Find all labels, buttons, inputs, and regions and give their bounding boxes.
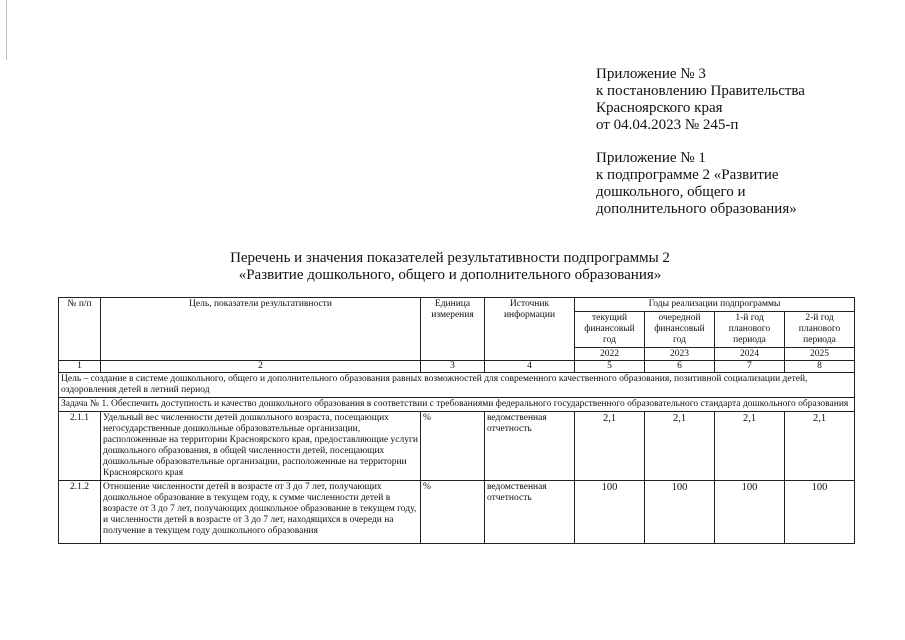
period-label: 1-й год планового периода bbox=[728, 313, 771, 345]
row-value: 2,1 bbox=[645, 412, 715, 481]
row-source: ведомственная отчетность bbox=[485, 481, 575, 544]
period-label: текущий финансовый год bbox=[584, 313, 635, 345]
column-number: 5 bbox=[575, 361, 645, 373]
column-number: 2 bbox=[101, 361, 421, 373]
row-num: 2.1.1 bbox=[59, 412, 101, 481]
row-unit: % bbox=[421, 412, 485, 481]
header-years-group: Годы реализации подпрограммы bbox=[575, 298, 855, 312]
task-text: Задача № 1. Обеспечить доступность и качество дошкольного образования в соответствии с требованиями федерального государственного образовательного стандарта дошкольного образования bbox=[59, 398, 855, 412]
header-num: № п/п bbox=[59, 298, 101, 361]
row-value: 2,1 bbox=[715, 412, 785, 481]
row-value: 2,1 bbox=[785, 412, 855, 481]
goal-row bbox=[59, 373, 855, 398]
period-label: 2-й год планового периода bbox=[798, 313, 841, 345]
document-title bbox=[120, 250, 780, 284]
header-source: Источник информации bbox=[485, 298, 575, 361]
column-number: 7 bbox=[715, 361, 785, 373]
row-value: 100 bbox=[715, 481, 785, 544]
column-number: 6 bbox=[645, 361, 715, 373]
header-period bbox=[575, 312, 645, 361]
row-source: ведомственная отчетность bbox=[485, 412, 575, 481]
row-indicator: Отношение численности детей в возрасте от 3 до 7 лет, получающих дошкольное образование в текущем году, к сумме численности детей в возрасте от 3 до 7 лет, получающих дошкольное образование в текущем году, и численности детей в возрасте от 3 до 7 лет, находящихся в очереди на получение в текущем году дошкольного образования bbox=[101, 481, 421, 544]
scan-edge-line bbox=[6, 0, 7, 60]
header-period bbox=[645, 312, 715, 361]
header-unit: Единица измерения bbox=[421, 298, 485, 361]
row-unit: % bbox=[421, 481, 485, 544]
row-indicator: Удельный вес численности детей дошкольного возраста, посещающих негосударственные дошкольные образовательные организации, расположенные на территории Красноярского края, предоставляющие услуги дошкольного образования, в общей численности детей, посещающих дошкольные образовательные организации, расположенные на территории Красноярского края bbox=[101, 412, 421, 481]
header-period bbox=[715, 312, 785, 361]
goal-text: Цель – создание в системе дошкольного, общего и дополнительного образования равных возможностей для современного качественного образования, позитивной социализации детей, оздоровления детей в летний период bbox=[59, 373, 855, 398]
appendix-3-line: к постановлению Правительства bbox=[596, 83, 805, 99]
table-row bbox=[59, 481, 855, 544]
row-num: 2.1.2 bbox=[59, 481, 101, 544]
title-line-2: «Развитие дошкольного, общего и дополнительного образования» bbox=[238, 267, 662, 283]
appendix-3-block bbox=[596, 66, 805, 134]
appendix-3-line: от 04.04.2023 № 245-п bbox=[596, 117, 739, 133]
row-value: 100 bbox=[645, 481, 715, 544]
period-year: 2024 bbox=[715, 347, 784, 360]
row-value: 100 bbox=[575, 481, 645, 544]
appendix-1-line: Приложение № 1 bbox=[596, 150, 706, 166]
appendix-3-line: Приложение № 3 bbox=[596, 66, 706, 82]
period-year: 2023 bbox=[645, 347, 714, 360]
indicators-table bbox=[58, 297, 855, 544]
column-number: 1 bbox=[59, 361, 101, 373]
column-numbers-row bbox=[59, 361, 855, 373]
task-row bbox=[59, 398, 855, 412]
column-number: 4 bbox=[485, 361, 575, 373]
appendix-1-line: дошкольного, общего и bbox=[596, 184, 746, 200]
appendix-3-line: Красноярского края bbox=[596, 100, 723, 116]
row-value: 100 bbox=[785, 481, 855, 544]
appendix-1-line: дополнительного образования» bbox=[596, 201, 797, 217]
period-year: 2025 bbox=[785, 347, 854, 360]
title-line-1: Перечень и значения показателей результативности подпрограммы 2 bbox=[230, 250, 670, 266]
appendix-1-block bbox=[596, 150, 797, 218]
period-year: 2022 bbox=[575, 347, 644, 360]
table-row bbox=[59, 412, 855, 481]
period-label: очередной финансовый год bbox=[654, 313, 705, 345]
row-value: 2,1 bbox=[575, 412, 645, 481]
column-number: 8 bbox=[785, 361, 855, 373]
header-goal: Цель, показатели результативности bbox=[101, 298, 421, 361]
appendix-1-line: к подпрограмме 2 «Развитие bbox=[596, 167, 779, 183]
header-row bbox=[59, 298, 855, 312]
column-number: 3 bbox=[421, 361, 485, 373]
header-period bbox=[785, 312, 855, 361]
